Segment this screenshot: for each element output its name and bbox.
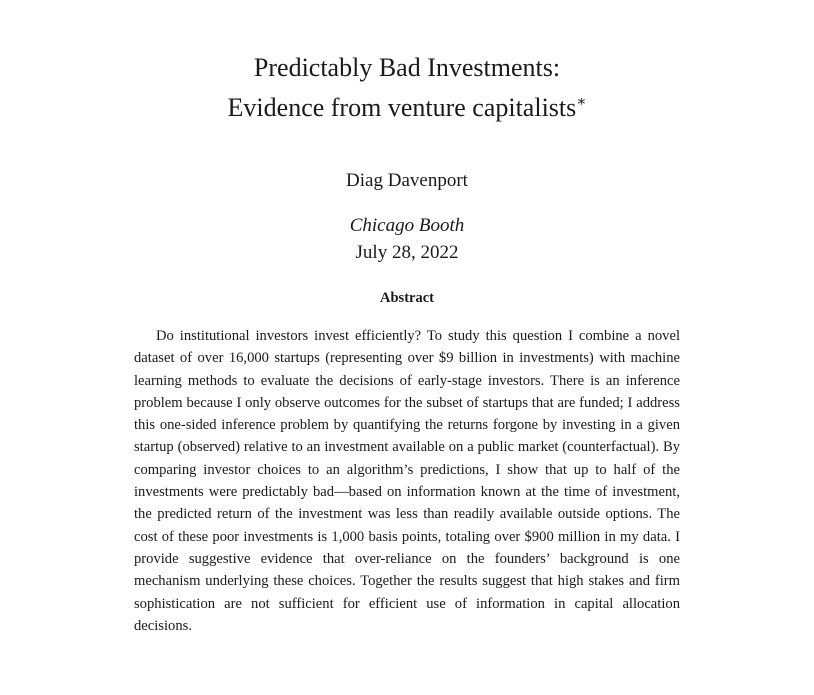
title-line-1	[0, 48, 814, 88]
paper-date: July 28, 2022	[355, 242, 459, 263]
title-line-1-text: Predictably Bad Investments:	[253, 53, 561, 82]
title-line-2	[0, 88, 814, 128]
abstract-text: Do institutional investors invest efficiently? To study this question I combine a novel dataset of over 16,000 startups (representing over $9 billion in investments) with machine learning methods to evaluate the decisions of early-stage investors. There is an inference problem because I only observe outcomes for the subset of startups that are funded; I address this one-sided inference problem by quantifying the returns forgone by investing in a given startup (observed) relative to an investment available on a public market (counterfactual). By comparing investor choices to an algorithm’s predictions, I show that up to half of the investments were predictably bad—based on information known at the time of investment, the predicted return of the investment was less than readily available outside options. The cost of these poor investments is 1,000 basis points, totaling over $900 million in my data. I provide suggestive evidence that over-reliance on the founders’ background is one mechanism underlying these choices. Together the results suggest that high stakes and firm sophistication are not sufficient for efficient use of information in capital allocation decisions.	[134, 328, 680, 634]
abstract-heading: Abstract	[380, 290, 434, 306]
author-name: Diag Davenport	[346, 170, 468, 191]
title-line-2-text: Evidence from venture capitalists	[227, 93, 577, 122]
author-affiliation: Chicago Booth	[349, 215, 465, 236]
paper-title	[0, 48, 814, 128]
title-footnote-mark[interactable]: ∗	[576, 94, 587, 110]
